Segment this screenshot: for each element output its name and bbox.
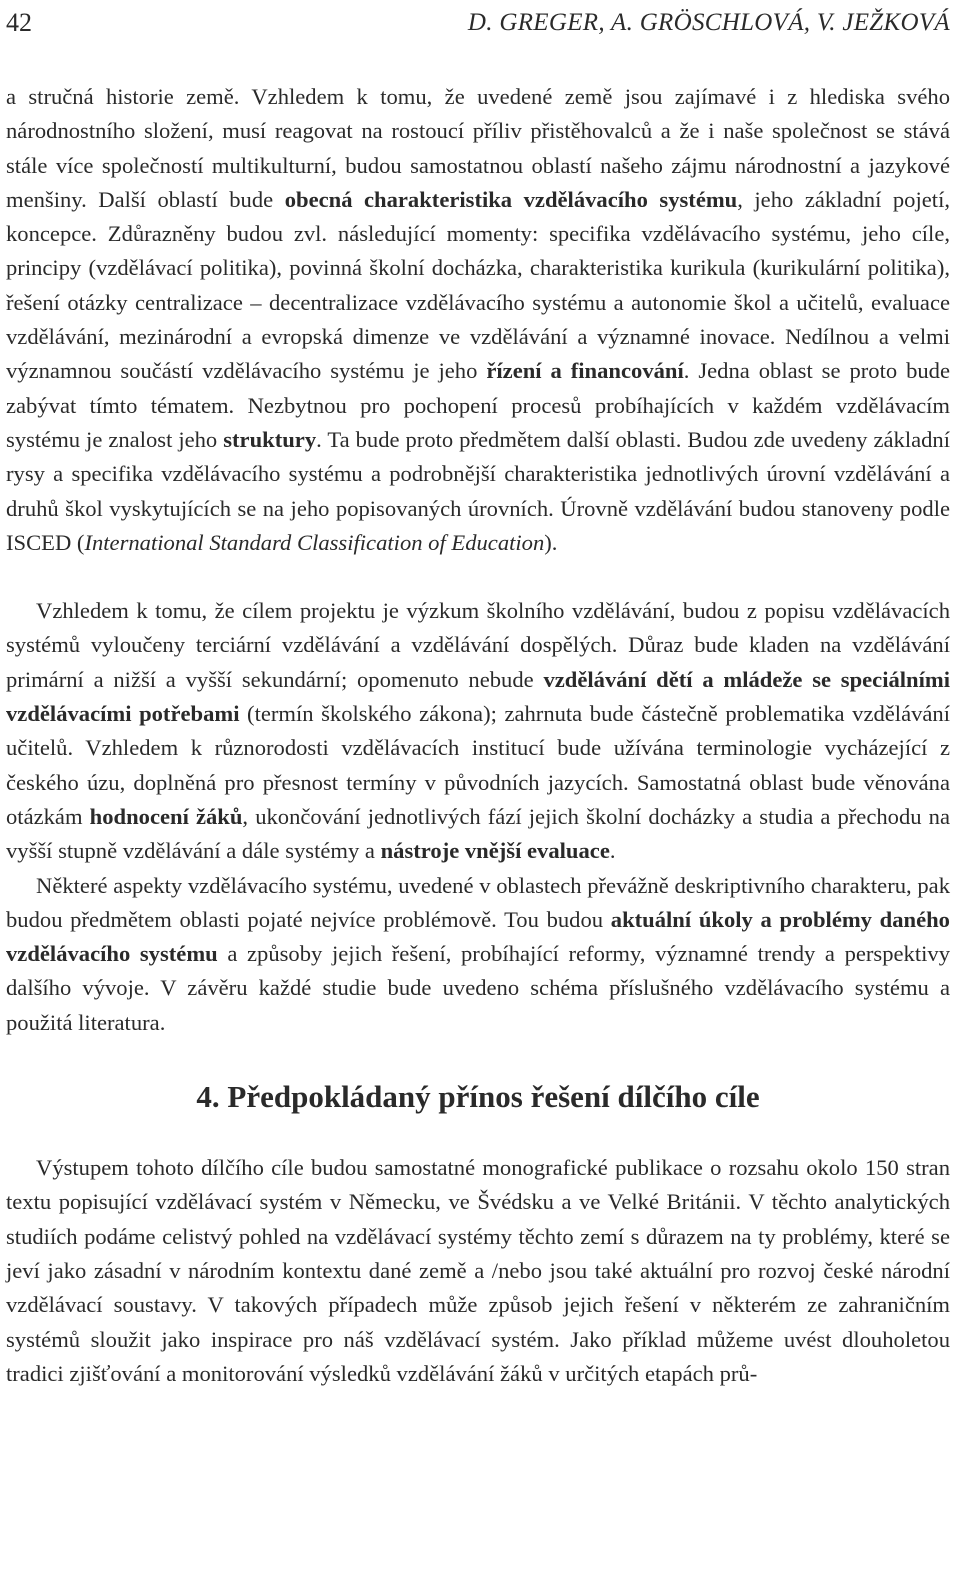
- running-head-authors: D. GREGER, A. GRÖSCHLOVÁ, V. JEŽKOVÁ: [467, 9, 950, 36]
- emphasis-external-evaluation: nástroje vnější evaluace: [380, 838, 610, 864]
- page-number: 42: [6, 8, 32, 37]
- page-body: [6, 80, 950, 1391]
- text-run: .: [609, 838, 616, 864]
- emphasis-pupil-assessment: hodnocení žáků: [89, 803, 243, 829]
- text-run: . Ta bude proto předmětem další oblasti. Budou zde uvedeny základní rysy a specifika vzdělávacího systému a podrobnější charakteristika jednotlivých úrovní vzdělávání a druhů škol vyskytujících se na jeho popisovaných úrovních. Úrovně vzdělávání budou stanoveny podle ISCED (: [6, 426, 951, 555]
- paragraph-problems: [6, 869, 950, 1040]
- text-run: Některé aspekty vzdělávacího systému, uvedené v oblastech převážně deskriptivního charakteru, pak budou předmětem oblasti pojaté nejvíce problémově. Tou budou: [6, 872, 950, 932]
- text-run: . Jedna oblast se proto bude zabývat tímto tématem. Nezbytnou pro pochopení procesů probíhajících v každém vzdělávacím systému je znalost jeho: [6, 358, 951, 452]
- emphasis-structure: struktury: [223, 426, 317, 452]
- paragraph-areas-of-study: [6, 80, 950, 560]
- text-run: , jeho základní pojetí, koncepce. Zdůrazněny budou zvl. následující momenty: specifika vzdělávacího systému, jeho cíle, principy (vzdělávací politika), povinná školní docházka, charakteristika kurikula (kurikulární politika), řešení otázky centralizace – decentralizace vzdělávacího systému a autonomie škol a učitelů, evaluace vzdělávání, mezinárodní a evropská dimenze ve vzdělávání a významné inovace. Nedílnou a velmi významnou součástí vzdělávacího systému je jeho: [6, 186, 950, 384]
- text-run: a stručná historie země. Vzhledem k tomu, že uvedené země jsou zajímavé i z hlediska svého národnostního složení, musí reagovat na rostoucí příliv přistěhovalců a že i naše společnost se stává stále více společností multikulturní, budou samostatnou oblastí našeho zájmu národnostní a jazykové menšiny. Další oblastí bude: [6, 84, 950, 212]
- emphasis-special-needs: vzdělávání dětí a mládeže se speciálními vzdělávacími potřebami: [6, 666, 950, 727]
- text-run: Vzhledem k tomu, že cílem projektu je výzkum školního vzdělávání, budou z popisu vzdělávacích systémů vyloučeny terciární vzdělávání a vzdělávání dospělých. Důraz bude kladen na vzdělávání primární a nižší a vyšší sekundární; opomenuto nebude: [6, 598, 950, 692]
- emphasis-current-tasks: aktuální úkoly a problémy daného vzdělávacího systému: [6, 906, 950, 967]
- section-heading: 4. Předpokládaný přínos řešení dílčího cíle: [196, 1079, 760, 1115]
- isced-full-name: International Standard Classification of Education: [84, 529, 545, 555]
- paragraph-outputs: [6, 1151, 950, 1391]
- text-run: , ukončování jednotlivých fází jejich školní docházky a studia a přechodu na vyšší stupně vzdělávání a dále systémy a: [6, 803, 950, 864]
- text-run: (termín školského zákona); zahrnuta bude částečně problematika vzdělávání učitelů. Vzhledem k různorodosti vzdělávacích institucí bude užívána terminologie vycházející z českého úzu, doplněná pro přesnost termíny v původních jazycích. Samostatná oblast bude věnována otázkám: [6, 701, 951, 829]
- emphasis-management-financing: řízení a financování: [486, 358, 684, 384]
- paragraph-scope: [6, 594, 950, 868]
- text-run: Výstupem tohoto dílčího cíle budou samostatné monografické publikace o rozsahu okolo 150 stran textu popisující vzdělávací systém v Německu, ve Švédsku a ve Velké Británii. V těchto analytických studiích podáme celistvý pohled na vzdělávací systémy těchto zemí s důrazem na ty problémy, které se jeví jako zásadní v národním kontextu dané země a /nebo jsou také aktuální pro rozvoj české národní vzdělávací soustavy. V takových případech může způsob jejich řešení v některém ze zahraničním systémů sloužit jako inspirace pro náš vzdělávací systém. Jako příklad můžeme uvést dlouholetou tradici zjišťování a monitorování výsledků vzdělávání žáků v určitých etapách prů-: [6, 1155, 950, 1386]
- page-header: [6, 6, 950, 40]
- emphasis-general-characteristics: obecná charakteristika vzdělávacího systému: [284, 186, 738, 212]
- text-run: a způsoby jejich řešení, probíhající reformy, významné trendy a perspektivy dalšího vývoje. V závěru každé studie bude uvedeno schéma příslušného vzdělávacího systému a použitá literatura.: [6, 941, 950, 1035]
- text-run: ).: [544, 529, 558, 555]
